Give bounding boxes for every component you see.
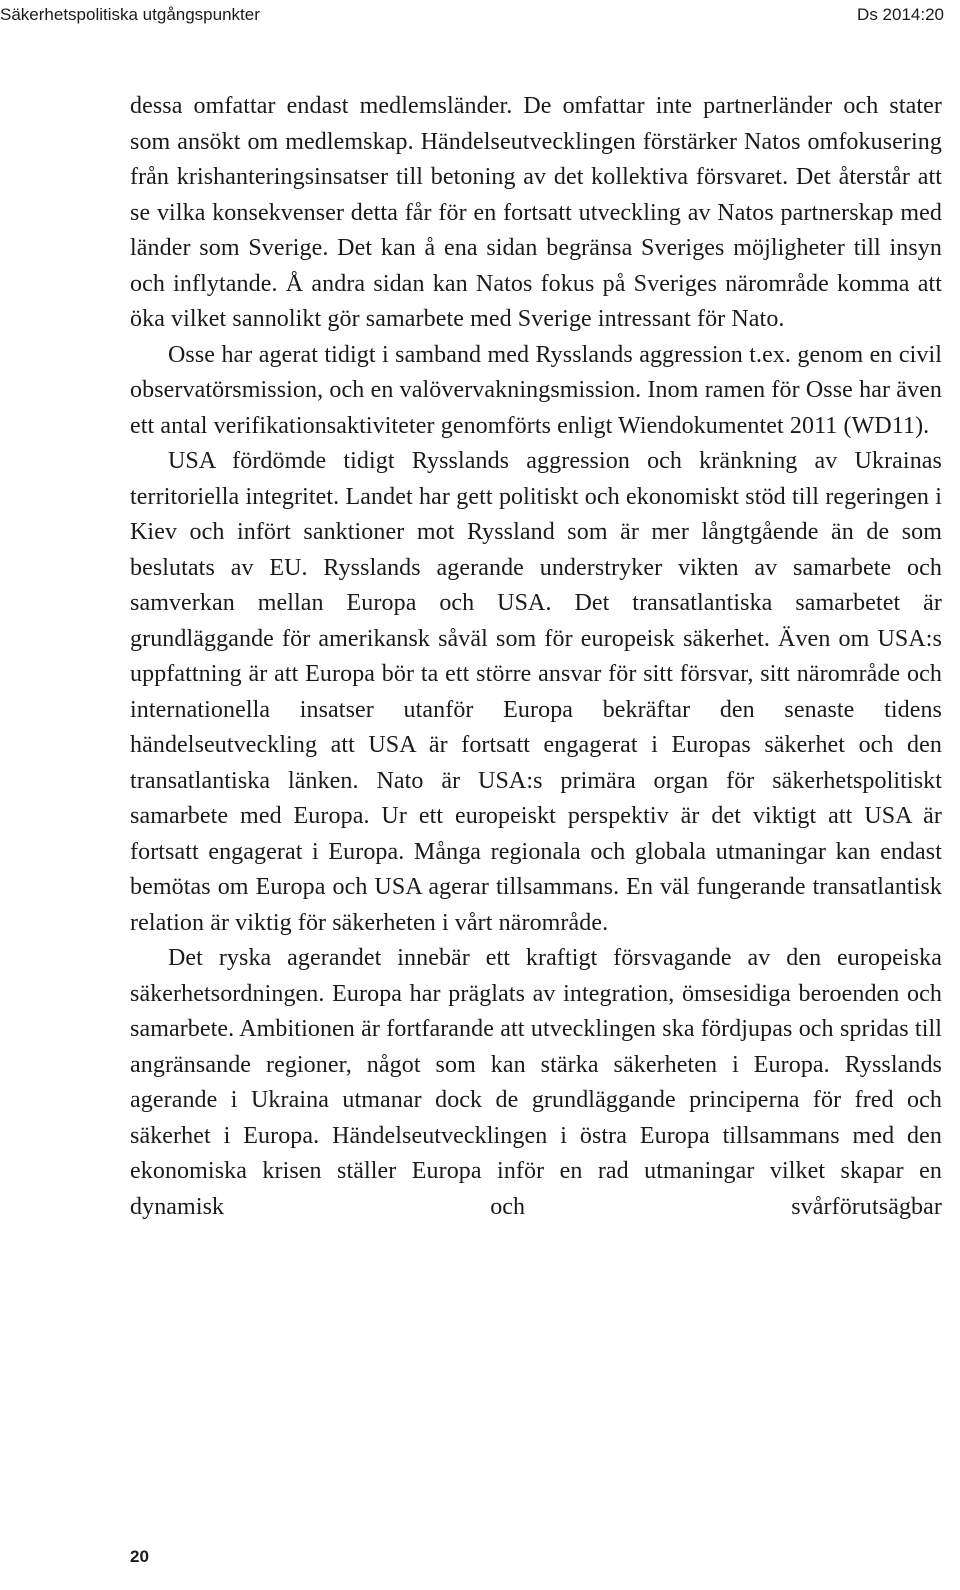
page-number: 20 bbox=[130, 1547, 149, 1566]
paragraph-1: dessa omfattar endast medlemsländer. De omfattar inte partnerländer och stater som ansökt om medlemskap. Händelseutvecklingen förstärker Natos omfokusering från krishanteringsinsatser till betoning av det kollektiva försvaret. Det återstår att se vilka konsekvenser detta får för en fortsatt utveckling av Natos partnerskap med länder som Sverige. Det kan å ena sidan begränsa Sveriges möjligheter till insyn och inflytande. Å andra sidan kan Natos fokus på Sveriges närområde komma att öka vilket sannolikt gör samarbete med Sverige intressant för Nato. bbox=[130, 93, 942, 332]
running-header bbox=[0, 0, 960, 30]
body-text bbox=[130, 89, 942, 1225]
header-section-title: Säkerhetspolitiska utgångspunkter bbox=[0, 5, 260, 24]
paragraph-3: USA fördömde tidigt Rysslands aggression och kränkning av Ukrainas territoriella integritet. Landet har gett politiskt och ekonomiskt stöd till regeringen i Kiev och infört sanktioner mot Ryssland som är mer långtgående än de som beslutats av EU. Rysslands agerande understryker vikten av samarbete och samverkan mellan Europa och USA. Det transatlantiska samarbetet är grundläggande för amerikansk såväl som för europeisk säkerhet. Även om USA:s uppfattning är att Europa bör ta ett större ansvar för sitt försvar, sitt närområde och internationella insatser utanför Europa bekräftar den senaste tidens händelseutveckling att USA är fortsatt engagerat i Europas säkerhet och den transatlantiska länken. Nato är USA:s primära organ för säkerhetspolitiskt samarbete med Europa. Ur ett europeiskt perspektiv är det viktigt att USA är fortsatt engagerat i Europa. Många regionala och globala utmaningar kan endast bemötas om Europa och USA agerar tillsammans. En väl fungerande transatlantisk relation är viktig för säkerheten i vårt närområde. bbox=[130, 448, 942, 936]
header-document-id: Ds 2014:20 bbox=[857, 5, 944, 24]
paragraph-4: Det ryska agerandet innebär ett kraftigt försvagande av den europeiska säkerhetsordningen. Europa har präglats av integration, ömsesidiga beroenden och samarbete. Ambitionen är fortfarande att utvecklingen ska fördjupas och spridas till angränsande regioner, något som kan stärka säkerheten i Europa. Rysslands agerande i Ukraina utmanar dock de grundläggande principerna för fred och säkerhet i Europa. Händelseutvecklingen i östra Europa tillsammans med den ekonomiska krisen ställer Europa inför en rad utmaningar vilket skapar en dynamisk och svårförutsägbar bbox=[130, 945, 942, 1220]
paragraph-2: Osse har agerat tidigt i samband med Rysslands aggression t.ex. genom en civil observatörsmission, och en valövervakningsmission. Inom ramen för Osse har även ett antal verifikationsaktiviteter genomförts enligt Wiendokumentet 2011 (WD11). bbox=[130, 341, 942, 439]
